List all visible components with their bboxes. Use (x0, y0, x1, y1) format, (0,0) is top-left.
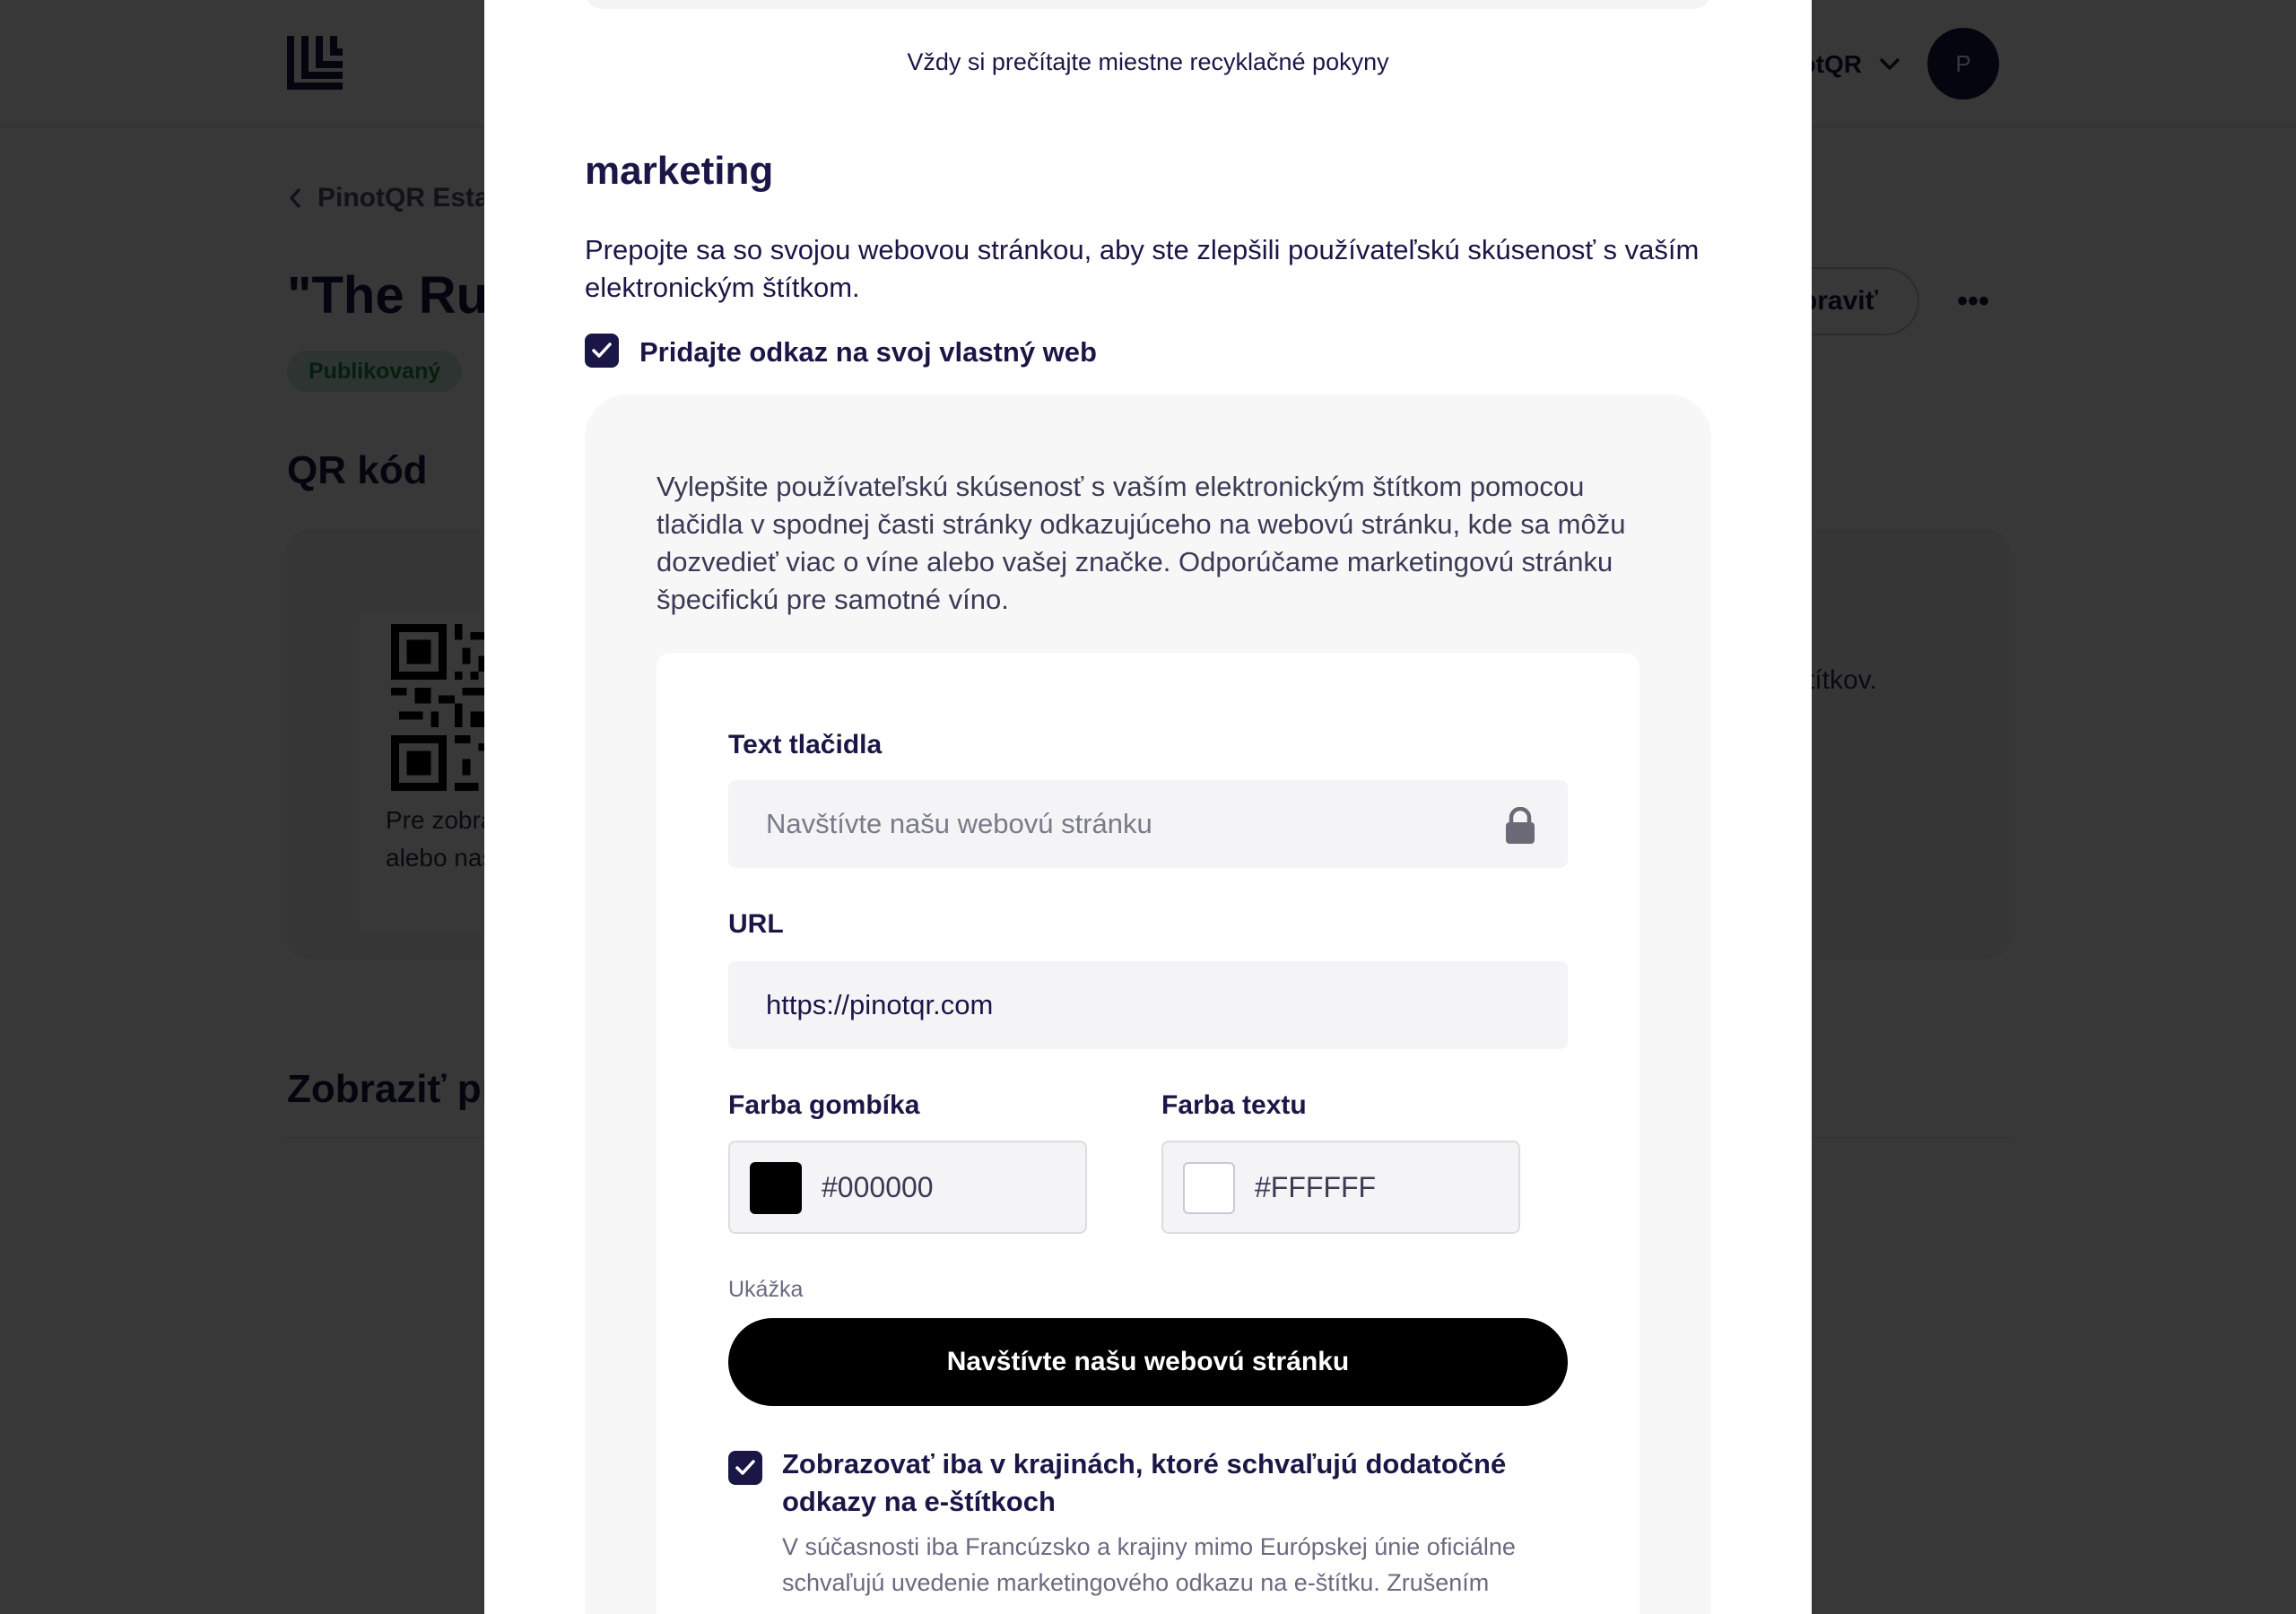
restrict-countries-checkbox[interactable] (728, 1451, 762, 1485)
add-website-link-checkbox[interactable] (585, 334, 619, 368)
previous-section-box (585, 0, 1711, 9)
preview-label: Ukážka (728, 1277, 804, 1302)
marketing-heading: marketing (585, 149, 774, 193)
check-icon (591, 342, 613, 360)
button-text-value: Navštívte našu webovú stránku (766, 808, 1152, 839)
button-color-swatch[interactable] (750, 1162, 802, 1214)
recycling-note: Vždy si prečítajte miestne recyklačné pokyny (907, 48, 1389, 75)
restrict-countries-label[interactable]: Zobrazovať iba v krajinách, ktoré schvaľujú dodatočné odkazy na e-štítkoch (782, 1448, 1507, 1517)
url-label: URL (728, 909, 784, 939)
edit-label-modal (484, 0, 1812, 1614)
button-color-value: #000000 (822, 1170, 934, 1203)
button-color-input[interactable] (728, 1141, 1087, 1234)
restrict-countries-note: V súčasnosti iba Francúzsko a krajiny mimo Európskej únie oficiálne schvaľujú uvedenie marketingového odkazu na e-štítku. Zrušením (782, 1533, 1516, 1596)
url-value: https://pinotqr.com (766, 989, 994, 1020)
marketing-description: Prepojte sa so svojou webovou stránkou, aby ste zlepšili používateľskú skúsenosť s vaším elektronickým štítkom. (585, 234, 1700, 303)
text-color-swatch[interactable] (1183, 1162, 1235, 1214)
button-text-input (728, 780, 1568, 868)
button-text-label: Text tlačidla (728, 730, 883, 759)
lock-icon (1503, 807, 1537, 845)
text-color-input[interactable] (1161, 1141, 1520, 1234)
add-website-link-label[interactable]: Pridajte odkaz na svoj vlastný web (639, 336, 1097, 368)
text-color-value: #FFFFFF (1255, 1170, 1377, 1203)
url-input[interactable] (728, 961, 1568, 1049)
check-icon (735, 1459, 756, 1477)
marketing-panel-text: Vylepšite používateľskú skúsenosť s vaším elektronickým štítkom pomocou tlačidla v spodnej časti stránky odkazujúceho na webovú stránku, kde sa môžu dozvedieť viac o víne alebo vašej značke. Odporúčame marketingovú stránku špecifickú pre samotné víno. (657, 471, 1626, 615)
button-color-label: Farba gombíka (728, 1090, 920, 1120)
preview-visit-website-button[interactable]: Navštívte našu webovú stránku (728, 1318, 1568, 1406)
text-color-label: Farba textu (1161, 1090, 1307, 1120)
